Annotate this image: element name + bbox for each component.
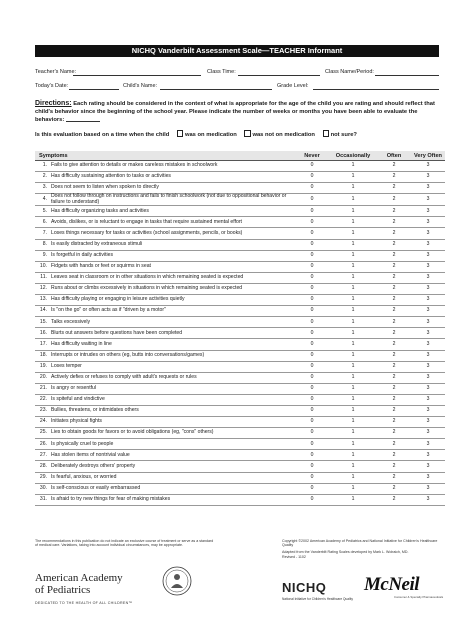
rating-occasionally[interactable]: 1 bbox=[329, 483, 377, 494]
rating-often[interactable]: 2 bbox=[377, 206, 411, 217]
table-row bbox=[35, 383, 445, 394]
aap-seal-icon bbox=[162, 566, 192, 596]
rating-occasionally[interactable]: 1 bbox=[329, 417, 377, 428]
rating-never[interactable]: 0 bbox=[295, 194, 329, 206]
rating-often[interactable]: 2 bbox=[377, 372, 411, 383]
rating-never[interactable]: 0 bbox=[295, 417, 329, 428]
item-text: Talks excessively bbox=[49, 317, 295, 328]
rating-occasionally[interactable]: 1 bbox=[329, 206, 377, 217]
rating-very-often[interactable]: 3 bbox=[411, 194, 445, 206]
item-text: Does not follow through on instructions and fails to finish schoolwork (not due to oppositional behavior or failure to understand) bbox=[49, 194, 295, 206]
table-row bbox=[35, 194, 445, 206]
rating-never[interactable]: 0 bbox=[295, 361, 329, 372]
rating-occasionally[interactable]: 1 bbox=[329, 383, 377, 394]
rating-very-often[interactable]: 3 bbox=[411, 328, 445, 339]
item-text: Runs about or climbs excessively in situations in which remaining seated is expected bbox=[49, 283, 295, 294]
mcneil-logo-text: McNeil bbox=[364, 574, 420, 595]
rating-occasionally[interactable]: 1 bbox=[329, 172, 377, 183]
item-text: Loses things necessary for tasks or activities (school assignments, pencils, or books) bbox=[49, 228, 295, 239]
rating-very-often[interactable]: 3 bbox=[411, 417, 445, 428]
item-number: 17. bbox=[35, 339, 49, 350]
item-number: 20. bbox=[35, 372, 49, 383]
rating-very-often[interactable]: 3 bbox=[411, 461, 445, 472]
rating-very-often[interactable]: 3 bbox=[411, 472, 445, 483]
rating-never[interactable]: 0 bbox=[295, 372, 329, 383]
class-name-field[interactable] bbox=[375, 68, 439, 76]
rating-never[interactable]: 0 bbox=[295, 472, 329, 483]
rating-very-often[interactable]: 3 bbox=[411, 261, 445, 272]
directions-text: Each rating should be considered in the context of what is appropriate for the age of the child you are rating and should reflect that child's behavior since the beginning of the school year. Please indicate the number of weeks or months you have been able to evaluate the behaviors: bbox=[35, 101, 435, 123]
item-text: Fails to give attention to details or makes careless mistakes in schoolwork bbox=[49, 161, 295, 172]
item-text: Avoids, dislikes, or is reluctant to engage in tasks that require sustained mental effort bbox=[49, 217, 295, 228]
table-row bbox=[35, 461, 445, 472]
not-sure-checkbox[interactable] bbox=[323, 130, 330, 137]
rating-often[interactable]: 2 bbox=[377, 461, 411, 472]
table-row bbox=[35, 417, 445, 428]
on-medication-label: was on medication bbox=[184, 132, 237, 138]
item-number: 3. bbox=[35, 183, 49, 194]
table-row bbox=[35, 361, 445, 372]
table-row bbox=[35, 328, 445, 339]
mcneil-logo bbox=[364, 574, 444, 599]
table-row bbox=[35, 228, 445, 239]
rating-very-often[interactable]: 3 bbox=[411, 450, 445, 461]
rating-often[interactable]: 2 bbox=[377, 172, 411, 183]
rating-very-often[interactable]: 3 bbox=[411, 350, 445, 361]
rating-often[interactable]: 2 bbox=[377, 250, 411, 261]
item-number: 25. bbox=[35, 428, 49, 439]
rating-never[interactable]: 0 bbox=[295, 483, 329, 494]
rating-occasionally[interactable]: 1 bbox=[329, 350, 377, 361]
rating-never[interactable]: 0 bbox=[295, 250, 329, 261]
table-row bbox=[35, 317, 445, 328]
item-number: 11. bbox=[35, 272, 49, 283]
item-number: 2. bbox=[35, 172, 49, 183]
item-number: 23. bbox=[35, 405, 49, 416]
table-row bbox=[35, 272, 445, 283]
item-text: Has difficulty waiting in line bbox=[49, 339, 295, 350]
mcneil-tagline: Consumer & Specialty Pharmaceuticals bbox=[394, 595, 444, 599]
rating-occasionally[interactable]: 1 bbox=[329, 450, 377, 461]
rating-occasionally[interactable]: 1 bbox=[329, 306, 377, 317]
header-often: Often bbox=[377, 151, 411, 161]
rating-often[interactable]: 2 bbox=[377, 383, 411, 394]
rating-never[interactable]: 0 bbox=[295, 172, 329, 183]
item-number: 6. bbox=[35, 217, 49, 228]
table-row bbox=[35, 295, 445, 306]
rating-never[interactable]: 0 bbox=[295, 228, 329, 239]
rating-occasionally[interactable]: 1 bbox=[329, 317, 377, 328]
date-field[interactable] bbox=[69, 82, 119, 90]
rating-occasionally[interactable]: 1 bbox=[329, 394, 377, 405]
rating-occasionally[interactable]: 1 bbox=[329, 183, 377, 194]
table-row bbox=[35, 394, 445, 405]
item-number: 1. bbox=[35, 161, 49, 172]
rating-occasionally[interactable]: 1 bbox=[329, 361, 377, 372]
table-row bbox=[35, 339, 445, 350]
item-number: 7. bbox=[35, 228, 49, 239]
not-on-medication-label: was not on medication bbox=[252, 132, 315, 138]
aap-name-line2: of Pediatrics bbox=[35, 584, 91, 596]
rating-often[interactable]: 2 bbox=[377, 161, 411, 172]
rating-occasionally[interactable]: 1 bbox=[329, 261, 377, 272]
rating-never[interactable]: 0 bbox=[295, 494, 329, 505]
item-text: Has difficulty sustaining attention to tasks or activities bbox=[49, 172, 295, 183]
rating-often[interactable]: 2 bbox=[377, 339, 411, 350]
rating-often[interactable]: 2 bbox=[377, 217, 411, 228]
rating-often[interactable]: 2 bbox=[377, 472, 411, 483]
rating-occasionally[interactable]: 1 bbox=[329, 472, 377, 483]
table-row bbox=[35, 372, 445, 383]
grade-label: Grade Level: bbox=[277, 83, 309, 89]
item-text: Loses temper bbox=[49, 361, 295, 372]
table-row bbox=[35, 428, 445, 439]
copyright-text: Copyright ©2002 American Academy of Pediatrics and National Initiative for Children's Healthcare Quality bbox=[282, 539, 438, 548]
item-text: Has difficulty organizing tasks and activities bbox=[49, 206, 295, 217]
item-text: Has difficulty playing or engaging in leisure activities quietly bbox=[49, 295, 295, 306]
rating-occasionally[interactable]: 1 bbox=[329, 239, 377, 250]
rating-often[interactable]: 2 bbox=[377, 405, 411, 416]
aap-tagline: DEDICATED TO THE HEALTH OF ALL CHILDREN™ bbox=[35, 601, 133, 605]
item-text: Bullies, threatens, or intimidates others bbox=[49, 405, 295, 416]
rating-occasionally[interactable]: 1 bbox=[329, 372, 377, 383]
rating-occasionally[interactable]: 1 bbox=[329, 194, 377, 206]
header-symptoms: Symptoms bbox=[35, 151, 295, 161]
symptoms-table-body bbox=[35, 161, 445, 506]
item-number: 16. bbox=[35, 328, 49, 339]
rating-very-often[interactable]: 3 bbox=[411, 272, 445, 283]
item-text: Interrupts or intrudes on others (eg, butts into conversations/games) bbox=[49, 350, 295, 361]
rating-very-often[interactable]: 3 bbox=[411, 317, 445, 328]
item-text: Is afraid to try new things for fear of making mistakes bbox=[49, 494, 295, 505]
table-header-row bbox=[35, 151, 445, 161]
item-number: 21. bbox=[35, 383, 49, 394]
item-text: Initiates physical fights bbox=[49, 417, 295, 428]
rating-often[interactable]: 2 bbox=[377, 350, 411, 361]
rating-often[interactable]: 2 bbox=[377, 261, 411, 272]
item-number: 14. bbox=[35, 306, 49, 317]
rating-never[interactable]: 0 bbox=[295, 350, 329, 361]
item-number: 30. bbox=[35, 483, 49, 494]
rating-very-often[interactable]: 3 bbox=[411, 483, 445, 494]
table-row bbox=[35, 250, 445, 261]
rating-very-often[interactable]: 3 bbox=[411, 306, 445, 317]
item-number: 13. bbox=[35, 295, 49, 306]
on-medication-checkbox[interactable] bbox=[177, 130, 184, 137]
rating-never[interactable]: 0 bbox=[295, 295, 329, 306]
grade-field[interactable] bbox=[313, 82, 439, 90]
table-row bbox=[35, 494, 445, 505]
table-row bbox=[35, 183, 445, 194]
item-number: 15. bbox=[35, 317, 49, 328]
item-text: Deliberately destroys others' property bbox=[49, 461, 295, 472]
header-very-often: Very Often bbox=[411, 151, 445, 161]
rating-occasionally[interactable]: 1 bbox=[329, 295, 377, 306]
rating-often[interactable]: 2 bbox=[377, 183, 411, 194]
rating-very-often[interactable]: 3 bbox=[411, 394, 445, 405]
rating-very-often[interactable]: 3 bbox=[411, 250, 445, 261]
header-occasionally: Occasionally bbox=[329, 151, 377, 161]
directions-heading: Directions: bbox=[35, 100, 72, 107]
class-time-field[interactable] bbox=[238, 68, 320, 76]
item-text: Is angry or resentful bbox=[49, 383, 295, 394]
rating-occasionally[interactable]: 1 bbox=[329, 283, 377, 294]
table-row bbox=[35, 172, 445, 183]
rating-often[interactable]: 2 bbox=[377, 494, 411, 505]
rating-very-often[interactable]: 3 bbox=[411, 172, 445, 183]
rating-often[interactable]: 2 bbox=[377, 439, 411, 450]
disclaimer: The recommendations in this publication do not indicate an exclusive course of treatment or serve as a standard of medical care. Variations, taking into account individual circumstances, may be appropriate. bbox=[35, 539, 214, 548]
table-row bbox=[35, 239, 445, 250]
rating-very-often[interactable]: 3 bbox=[411, 217, 445, 228]
table-row bbox=[35, 217, 445, 228]
rating-never[interactable]: 0 bbox=[295, 206, 329, 217]
evaluation-question-text: Is this evaluation based on a time when the child bbox=[35, 132, 170, 138]
child-name-field[interactable] bbox=[160, 82, 272, 90]
directions bbox=[35, 100, 440, 125]
item-number: 10. bbox=[35, 261, 49, 272]
item-text: Is spiteful and vindictive bbox=[49, 394, 295, 405]
rating-very-often[interactable]: 3 bbox=[411, 439, 445, 450]
rating-very-often[interactable]: 3 bbox=[411, 383, 445, 394]
rating-often[interactable]: 2 bbox=[377, 283, 411, 294]
adapted-text: Adapted from the Vanderbilt Rating Scales developed by Mark L. Wolraich, MD. bbox=[282, 549, 409, 554]
item-text: Is self-conscious or easily embarrassed bbox=[49, 483, 295, 494]
item-text: Fidgets with hands or feet or squirms in seat bbox=[49, 261, 295, 272]
rating-never[interactable]: 0 bbox=[295, 317, 329, 328]
item-number: 9. bbox=[35, 250, 49, 261]
item-text: Leaves seat in classroom or in other situations in which remaining seated is expected bbox=[49, 272, 295, 283]
rating-never[interactable]: 0 bbox=[295, 161, 329, 172]
nichq-tagline: National Initiative for Children's Healthcare Quality bbox=[282, 597, 353, 601]
rating-often[interactable]: 2 bbox=[377, 417, 411, 428]
teacher-name-field[interactable] bbox=[73, 68, 201, 76]
rating-very-often[interactable]: 3 bbox=[411, 161, 445, 172]
item-number: 24. bbox=[35, 417, 49, 428]
class-time-label: Class Time: bbox=[207, 69, 236, 75]
rating-never[interactable]: 0 bbox=[295, 339, 329, 350]
item-number: 18. bbox=[35, 350, 49, 361]
table-row bbox=[35, 261, 445, 272]
header-never: Never bbox=[295, 151, 329, 161]
header-row-2 bbox=[35, 82, 439, 92]
item-text: Is forgetful in daily activities bbox=[49, 250, 295, 261]
aap-name-line1: American Academy bbox=[35, 572, 123, 584]
revised-text: Revised - 1102 bbox=[282, 555, 306, 560]
item-number: 28. bbox=[35, 461, 49, 472]
rating-never[interactable]: 0 bbox=[295, 383, 329, 394]
rating-often[interactable]: 2 bbox=[377, 328, 411, 339]
rating-often[interactable]: 2 bbox=[377, 295, 411, 306]
rating-never[interactable]: 0 bbox=[295, 306, 329, 317]
item-number: 12. bbox=[35, 283, 49, 294]
rating-occasionally[interactable]: 1 bbox=[329, 339, 377, 350]
rating-never[interactable]: 0 bbox=[295, 394, 329, 405]
rating-occasionally[interactable]: 1 bbox=[329, 439, 377, 450]
symptoms-table bbox=[35, 151, 445, 506]
rating-never[interactable]: 0 bbox=[295, 405, 329, 416]
item-number: 5. bbox=[35, 206, 49, 217]
rating-occasionally[interactable]: 1 bbox=[329, 272, 377, 283]
nichq-logo-text: NICHQ bbox=[282, 580, 327, 595]
table-row bbox=[35, 439, 445, 450]
rating-occasionally[interactable]: 1 bbox=[329, 228, 377, 239]
rating-very-often[interactable]: 3 bbox=[411, 339, 445, 350]
rating-often[interactable]: 2 bbox=[377, 306, 411, 317]
rating-never[interactable]: 0 bbox=[295, 428, 329, 439]
table-row bbox=[35, 450, 445, 461]
rating-occasionally[interactable]: 1 bbox=[329, 494, 377, 505]
table-row bbox=[35, 350, 445, 361]
rating-never[interactable]: 0 bbox=[295, 439, 329, 450]
rating-often[interactable]: 2 bbox=[377, 394, 411, 405]
table-row bbox=[35, 306, 445, 317]
rating-often[interactable]: 2 bbox=[377, 228, 411, 239]
table-row bbox=[35, 283, 445, 294]
date-label: Today's Date: bbox=[35, 83, 69, 89]
teacher-name-label: Teacher's Name: bbox=[35, 69, 77, 75]
item-text: Is physically cruel to people bbox=[49, 439, 295, 450]
rating-often[interactable]: 2 bbox=[377, 361, 411, 372]
rating-very-often[interactable]: 3 bbox=[411, 494, 445, 505]
table-row bbox=[35, 472, 445, 483]
rating-never[interactable]: 0 bbox=[295, 183, 329, 194]
rating-never[interactable]: 0 bbox=[295, 461, 329, 472]
rating-often[interactable]: 2 bbox=[377, 194, 411, 206]
rating-never[interactable]: 0 bbox=[295, 328, 329, 339]
item-text: Lies to obtain goods for favors or to avoid obligations (eg, "cons" others) bbox=[49, 428, 295, 439]
aap-name bbox=[35, 572, 123, 596]
rating-occasionally[interactable]: 1 bbox=[329, 461, 377, 472]
table-row bbox=[35, 206, 445, 217]
rating-often[interactable]: 2 bbox=[377, 428, 411, 439]
rating-never[interactable]: 0 bbox=[295, 450, 329, 461]
table-row bbox=[35, 161, 445, 172]
rating-occasionally[interactable]: 1 bbox=[329, 328, 377, 339]
rating-often[interactable]: 2 bbox=[377, 239, 411, 250]
rating-very-often[interactable]: 3 bbox=[411, 405, 445, 416]
item-text: Actively defies or refuses to comply with adult's requests or rules bbox=[49, 372, 295, 383]
rating-occasionally[interactable]: 1 bbox=[329, 428, 377, 439]
header-row-1 bbox=[35, 68, 439, 78]
rating-often[interactable]: 2 bbox=[377, 483, 411, 494]
class-name-label: Class Name/Period: bbox=[325, 69, 374, 75]
rating-very-often[interactable]: 3 bbox=[411, 428, 445, 439]
not-sure-label: not sure? bbox=[330, 132, 357, 138]
rating-occasionally[interactable]: 1 bbox=[329, 217, 377, 228]
form-title: NICHQ Vanderbilt Assessment Scale—TEACHER Informant bbox=[35, 45, 439, 57]
rating-occasionally[interactable]: 1 bbox=[329, 161, 377, 172]
rating-never[interactable]: 0 bbox=[295, 239, 329, 250]
item-number: 26. bbox=[35, 439, 49, 450]
rating-very-often[interactable]: 3 bbox=[411, 372, 445, 383]
item-text: Is easily distracted by extraneous stimuli bbox=[49, 239, 295, 250]
item-text: Has stolen items of nontrivial value bbox=[49, 450, 295, 461]
item-text: Blurts out answers before questions have been completed bbox=[49, 328, 295, 339]
weeks-months-field[interactable] bbox=[66, 116, 100, 122]
item-number: 19. bbox=[35, 361, 49, 372]
nichq-logo bbox=[282, 580, 353, 601]
child-name-label: Child's Name: bbox=[123, 83, 158, 89]
item-text: Is fearful, anxious, or worried bbox=[49, 472, 295, 483]
rating-very-often[interactable]: 3 bbox=[411, 228, 445, 239]
item-text: Does not seem to listen when spoken to directly bbox=[49, 183, 295, 194]
rating-very-often[interactable]: 3 bbox=[411, 295, 445, 306]
rating-never[interactable]: 0 bbox=[295, 283, 329, 294]
rating-occasionally[interactable]: 1 bbox=[329, 250, 377, 261]
rating-very-often[interactable]: 3 bbox=[411, 361, 445, 372]
rating-often[interactable]: 2 bbox=[377, 450, 411, 461]
table-row bbox=[35, 405, 445, 416]
table-row bbox=[35, 483, 445, 494]
item-number: 31. bbox=[35, 494, 49, 505]
rating-often[interactable]: 2 bbox=[377, 272, 411, 283]
item-number: 22. bbox=[35, 394, 49, 405]
rating-very-often[interactable]: 3 bbox=[411, 239, 445, 250]
rating-very-often[interactable]: 3 bbox=[411, 183, 445, 194]
item-number: 29. bbox=[35, 472, 49, 483]
rating-never[interactable]: 0 bbox=[295, 217, 329, 228]
rating-very-often[interactable]: 3 bbox=[411, 206, 445, 217]
copyright-block bbox=[282, 539, 442, 560]
rating-often[interactable]: 2 bbox=[377, 317, 411, 328]
rating-never[interactable]: 0 bbox=[295, 261, 329, 272]
item-number: 27. bbox=[35, 450, 49, 461]
item-number: 4. bbox=[35, 194, 49, 206]
not-on-medication-checkbox[interactable] bbox=[244, 130, 251, 137]
rating-never[interactable]: 0 bbox=[295, 272, 329, 283]
item-text: Is "on the go" or often acts as if "driven by a motor" bbox=[49, 306, 295, 317]
evaluation-question bbox=[35, 130, 440, 138]
rating-very-often[interactable]: 3 bbox=[411, 283, 445, 294]
item-number: 8. bbox=[35, 239, 49, 250]
rating-occasionally[interactable]: 1 bbox=[329, 405, 377, 416]
